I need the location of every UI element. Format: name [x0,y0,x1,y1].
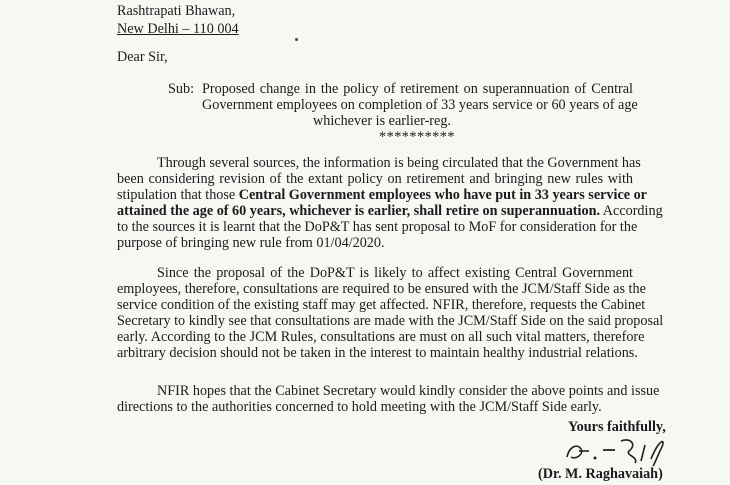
closing: Yours faithfully, [568,419,666,435]
paragraph-line: service condition of the existing staff may get affected. NFIR, therefore, requests the Cabinet [117,297,646,313]
paragraph-3 [117,383,660,415]
signatory-name: (Dr. M. Raghavaiah) [538,466,663,482]
bold-text: attained the age of 60 years, whichever is earlier, shall retire on superannuation. [117,203,601,219]
subject-line: Government employees on completion of 33 years service or 60 years of age [202,97,638,113]
subject-line: whichever is earlier-reg. [313,113,451,129]
scan-speck [295,38,298,41]
paragraph-line: purpose of bringing new rule from 01/04/2020. [117,235,385,251]
paragraph-line: Secretary to kindly see that consultations are made with the JCM/Staff Side on the said proposal [117,313,664,329]
paragraph-line: attained the age of 60 years, whichever is earlier, shall retire on superannuation. According [117,203,663,219]
paragraph-2 [117,265,664,361]
subject-label: Sub: [168,81,195,97]
signature-icon [563,433,681,467]
paragraph-line: stipulation that those Central Government employees who have put in 33 years service or [117,187,647,203]
subject-line: Proposed change in the policy of retirement on superannuation of Central [202,81,633,97]
paragraph-line: directions to the authorities concerned to hold meeting with the JCM/Staff Side early. [117,399,602,415]
paragraph-line: early. According to the JCM Rules, consultations are must on all such vital matters, therefore [117,329,645,345]
paragraph-1 [117,155,663,251]
paragraph-line: to the sources it is learnt that the DoP&T has sent proposal to MoF for consideration for the [117,219,638,235]
subject-text [202,81,638,113]
paragraph-line: been considering revision of the extant policy on retirement and bringing new rules with [117,171,633,187]
paragraph-line: Since the proposal of the DoP&T is likely to affect existing Central Government [157,265,633,281]
address-line-1: Rashtrapati Bhawan, [117,3,236,19]
paragraph-line: NFIR hopes that the Cabinet Secretary would kindly consider the above points and issue [157,383,660,399]
paragraph-line: employees, therefore, consultations are required to be ensured with the JCM/Staff Side as the [117,281,646,297]
bold-text: Central Government employees who have put in 33 years service or [238,187,647,203]
paragraph-line: arbitrary decision should not be taken in the interest to maintain healthy industrial relations. [117,345,638,361]
separator: ********** [379,129,455,145]
address-line-2: New Delhi – 110 004 [117,21,239,37]
salutation: Dear Sir, [117,49,168,65]
paragraph-line: Through several sources, the information is being circulated that the Government has [157,155,641,171]
